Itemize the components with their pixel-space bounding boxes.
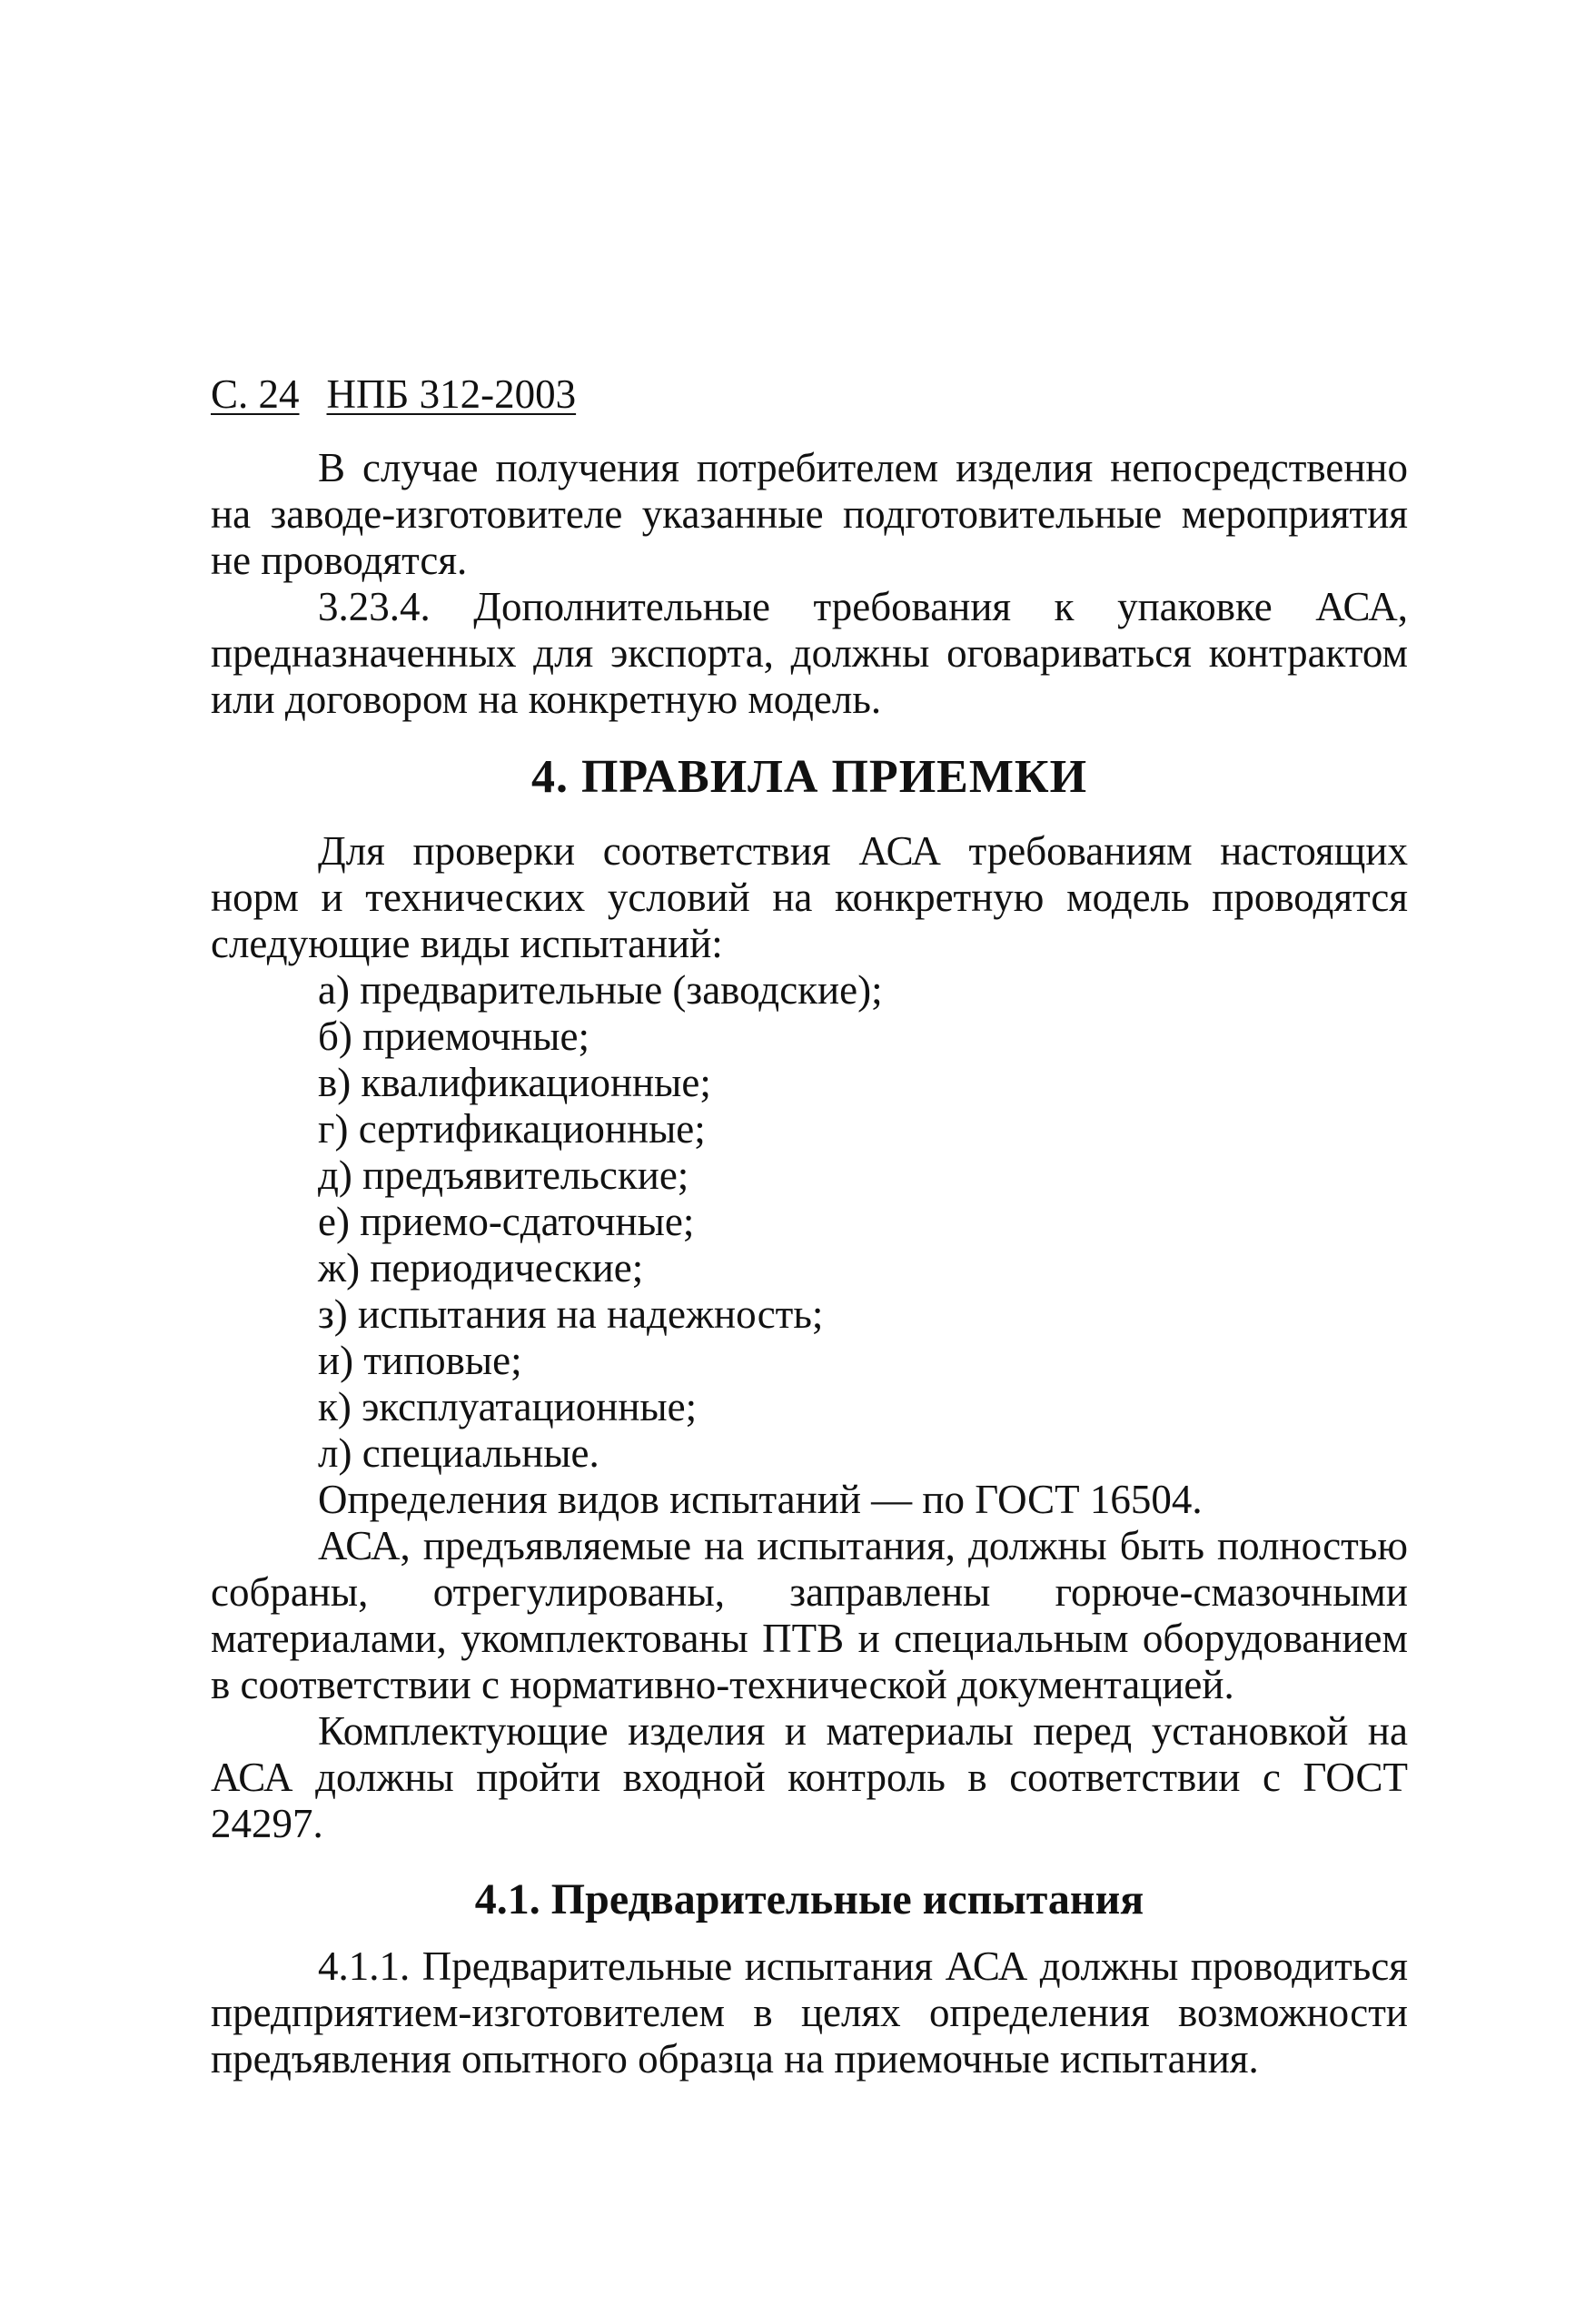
list-item: д) предъявительские; <box>318 1152 689 1198</box>
list-item: к) эксплуатационные; <box>318 1384 698 1429</box>
test-types-list <box>211 967 1408 1477</box>
list-item: в) квалификационные; <box>318 1060 711 1105</box>
list-item: г) сертификационные; <box>318 1106 706 1152</box>
document-code: НПБ 312-2003 <box>326 371 577 417</box>
list-item: ж) периодические; <box>318 1245 644 1291</box>
list-item: и) типовые; <box>318 1338 522 1383</box>
list-item: е) приемо-сдаточные; <box>318 1199 695 1244</box>
list-item: з) испытания на надежность; <box>318 1291 824 1337</box>
intro-paragraph-2: 3.23.4. Дополнительные требования к упаковке АСА, предназначенных для экспорта, должны оговариваться контрактом или договором на конкретную модель. <box>211 584 1408 722</box>
section-4-1-title: 4.1. Предварительные испытания <box>474 1875 1144 1923</box>
section-4-title: 4. ПРАВИЛА ПРИЕМКИ <box>530 751 1088 803</box>
intro-paragraph-1: В случае получения потребителем изделия непосредственно на заводе-изготовителе указанные подготовительные мероприятия не проводятся. <box>211 445 1408 583</box>
running-header <box>211 369 576 420</box>
page-number: С. 24 <box>211 371 300 417</box>
components-paragraph: Комплектующие изделия и материалы перед установкой на АСА должны пройти входной контроль в соответствии с ГОСТ 24297. <box>211 1708 1408 1846</box>
page-content <box>211 445 1408 2082</box>
section-4-lead: Для проверки соответствия АСА требованиям настоящих норм и технических условий на конкретную модель проводятся следующие виды испытаний: <box>211 828 1408 966</box>
readiness-paragraph: АСА, предъявляемые на испытания, должны быть полностью собраны, отрегулированы, заправлены горюче-смазочными материалами, укомплектованы ПТВ и специальным оборудованием в соответствии с нормативно-технической документацией. <box>211 1523 1408 1707</box>
list-item: а) предварительные (заводские); <box>318 967 883 1013</box>
definitions-paragraph: Определения видов испытаний — по ГОСТ 16504. <box>318 1477 1203 1522</box>
list-item: б) приемочные; <box>318 1014 590 1059</box>
section-4-1-1-paragraph: 4.1.1. Предварительные испытания АСА должны проводиться предприятием-изготовителем в целях определения возможности предъявления опытного образца на приемочные испытания. <box>211 1943 1408 2082</box>
list-item: л) специальные. <box>318 1430 599 1476</box>
